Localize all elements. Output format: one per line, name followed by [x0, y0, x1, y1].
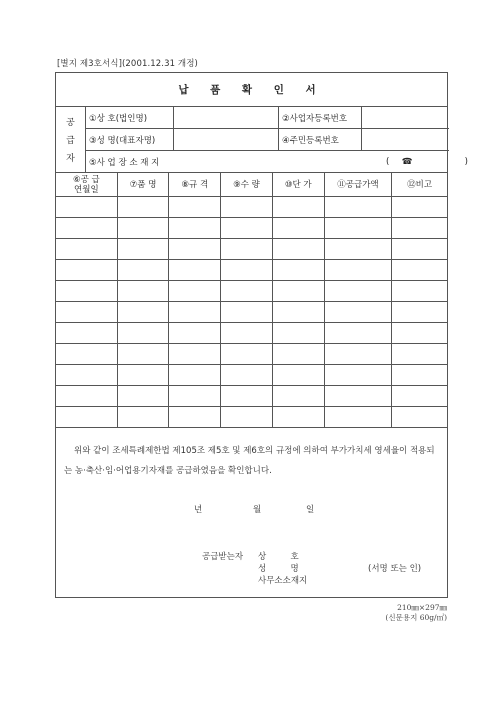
- representative-field[interactable]: [174, 129, 279, 151]
- supplier-side-label: [56, 107, 86, 172]
- table-cell[interactable]: [169, 218, 221, 238]
- items-header-row: [56, 173, 447, 197]
- table-row: [56, 386, 447, 407]
- resident-reg-no-field[interactable]: [362, 129, 449, 151]
- supplier-char-1: 공: [66, 118, 75, 129]
- table-cell[interactable]: [392, 386, 447, 406]
- table-cell[interactable]: [56, 323, 118, 343]
- table-cell[interactable]: [325, 281, 393, 301]
- table-row: [56, 197, 447, 218]
- table-cell[interactable]: [221, 260, 273, 280]
- supplier-row-3: [86, 151, 468, 173]
- table-cell[interactable]: [273, 365, 325, 385]
- supplier-row-2: [86, 129, 449, 151]
- table-cell[interactable]: [56, 239, 118, 259]
- table-cell[interactable]: [392, 281, 447, 301]
- table-cell[interactable]: [118, 344, 170, 364]
- table-cell[interactable]: [392, 239, 447, 259]
- table-cell[interactable]: [221, 197, 273, 217]
- table-cell[interactable]: [169, 239, 221, 259]
- table-cell[interactable]: [56, 344, 118, 364]
- table-cell[interactable]: [273, 302, 325, 322]
- table-cell[interactable]: [221, 386, 273, 406]
- col-item-name: ⑦품 명: [118, 173, 170, 196]
- table-cell[interactable]: [392, 365, 447, 385]
- table-row: [56, 407, 447, 428]
- table-cell[interactable]: [325, 239, 393, 259]
- table-row: [56, 260, 447, 281]
- table-cell[interactable]: [56, 302, 118, 322]
- table-cell[interactable]: [169, 302, 221, 322]
- date-year: 년: [194, 505, 203, 515]
- table-cell[interactable]: [56, 281, 118, 301]
- col-supply-amount: ⑪공급가액: [325, 173, 393, 196]
- supplier-char-3: 자: [66, 153, 75, 164]
- table-cell[interactable]: [221, 239, 273, 259]
- recipient-label: 공급받는자: [202, 552, 244, 562]
- table-row: [56, 239, 447, 260]
- table-cell[interactable]: [169, 344, 221, 364]
- table-row: [56, 365, 447, 386]
- table-cell[interactable]: [56, 365, 118, 385]
- date-day: 일: [306, 505, 315, 515]
- paper-type: (신문용지 60g/㎡): [385, 613, 447, 622]
- table-cell[interactable]: [221, 344, 273, 364]
- table-cell[interactable]: [325, 386, 393, 406]
- supplier-row-1: [86, 107, 449, 129]
- supplier-char-2: 급: [66, 135, 75, 146]
- table-cell[interactable]: [221, 407, 273, 427]
- confirmation-statement: [56, 428, 447, 481]
- form-title: 납 품 확 인 서: [178, 84, 325, 96]
- items-body: [56, 197, 447, 428]
- table-cell[interactable]: [118, 281, 170, 301]
- table-cell[interactable]: [56, 386, 118, 406]
- table-cell[interactable]: [118, 260, 170, 280]
- table-cell[interactable]: [273, 344, 325, 364]
- col-quantity: ⑨수 량: [221, 173, 273, 196]
- table-cell[interactable]: [325, 365, 393, 385]
- table-cell[interactable]: [325, 260, 393, 280]
- business-name-field[interactable]: [174, 107, 279, 129]
- business-reg-no-label: ②사업자등록번호: [279, 107, 362, 129]
- date-month: 월: [253, 505, 262, 515]
- table-cell[interactable]: [273, 260, 325, 280]
- table-cell[interactable]: [221, 281, 273, 301]
- table-cell[interactable]: [273, 197, 325, 217]
- title-row: [56, 73, 447, 107]
- table-row: [56, 281, 447, 302]
- table-cell[interactable]: [392, 197, 447, 217]
- statement-text: 위와 같이 조세특례제한법 제105조 제5호 및 제6호의 규정에 의하여 부가가치세 영세율이 적용되는 농·축산·임·어업용기자재를 공급하였음을 확인합니다.: [64, 446, 435, 476]
- table-cell[interactable]: [118, 239, 170, 259]
- table-cell[interactable]: [392, 260, 447, 280]
- table-cell[interactable]: [169, 260, 221, 280]
- table-row: [56, 218, 447, 239]
- supplier-section: [56, 107, 468, 173]
- table-cell[interactable]: [273, 323, 325, 343]
- table-cell[interactable]: [392, 302, 447, 322]
- table-cell[interactable]: [56, 407, 118, 427]
- recipient-address-label: 사무소소재지: [258, 576, 308, 586]
- paper-size: 210㎜×297㎜: [397, 603, 447, 612]
- table-cell[interactable]: [56, 260, 118, 280]
- table-cell[interactable]: [169, 365, 221, 385]
- table-cell[interactable]: [118, 365, 170, 385]
- table-cell[interactable]: [118, 302, 170, 322]
- table-cell[interactable]: [221, 302, 273, 322]
- table-cell[interactable]: [273, 281, 325, 301]
- table-cell[interactable]: [221, 218, 273, 238]
- table-cell[interactable]: [392, 323, 447, 343]
- resident-reg-no-label: ④주민등록번호: [279, 129, 362, 151]
- table-cell[interactable]: [392, 218, 447, 238]
- table-cell[interactable]: [273, 239, 325, 259]
- recipient-person-label: 성 명: [258, 564, 299, 574]
- table-row: [56, 323, 447, 344]
- table-cell[interactable]: [392, 407, 447, 427]
- phone-open-paren: (: [386, 157, 390, 167]
- table-cell[interactable]: [325, 323, 393, 343]
- business-address-label: ⑤사 업 장 소 재 지: [89, 158, 160, 168]
- table-cell[interactable]: [325, 218, 393, 238]
- col-supply-date: ⑥공 급 연월일: [56, 173, 118, 196]
- col-remarks: ⑫비고: [407, 179, 433, 190]
- table-cell[interactable]: [221, 365, 273, 385]
- form-table: [55, 72, 468, 598]
- table-cell[interactable]: [118, 197, 170, 217]
- table-cell[interactable]: [392, 344, 447, 364]
- business-name-label: ①상 호(법인명): [86, 107, 174, 129]
- table-cell[interactable]: [169, 386, 221, 406]
- table-cell[interactable]: [273, 386, 325, 406]
- form-label: [별지 제3호서식](2001.12.31 개정): [57, 59, 198, 69]
- phone-field[interactable]: [386, 151, 474, 173]
- signature-note: (서명 또는 인): [368, 564, 422, 574]
- phone-icon: ☎: [401, 157, 413, 167]
- table-cell[interactable]: [169, 323, 221, 343]
- table-cell[interactable]: [325, 344, 393, 364]
- table-row: [56, 302, 447, 323]
- table-cell[interactable]: [325, 197, 393, 217]
- table-cell[interactable]: [325, 407, 393, 427]
- business-reg-no-field[interactable]: [362, 107, 449, 129]
- table-cell[interactable]: [169, 197, 221, 217]
- col-spec: ⑧규 격: [169, 173, 221, 196]
- table-cell[interactable]: [169, 407, 221, 427]
- table-cell[interactable]: [118, 218, 170, 238]
- table-cell[interactable]: [118, 407, 170, 427]
- table-row: [56, 344, 447, 365]
- recipient-name-label: 상 호: [258, 552, 299, 562]
- representative-label: ③성 명(대표자명): [86, 129, 174, 151]
- col-unit-price: ⑩단 가: [273, 173, 325, 196]
- table-cell[interactable]: [56, 197, 118, 217]
- table-cell[interactable]: [273, 407, 325, 427]
- table-cell[interactable]: [118, 323, 170, 343]
- table-cell[interactable]: [56, 218, 118, 238]
- table-cell[interactable]: [118, 386, 170, 406]
- table-cell[interactable]: [221, 323, 273, 343]
- table-cell[interactable]: [273, 218, 325, 238]
- table-cell[interactable]: [325, 302, 393, 322]
- table-cell[interactable]: [169, 281, 221, 301]
- phone-close-paren: ): [464, 157, 468, 167]
